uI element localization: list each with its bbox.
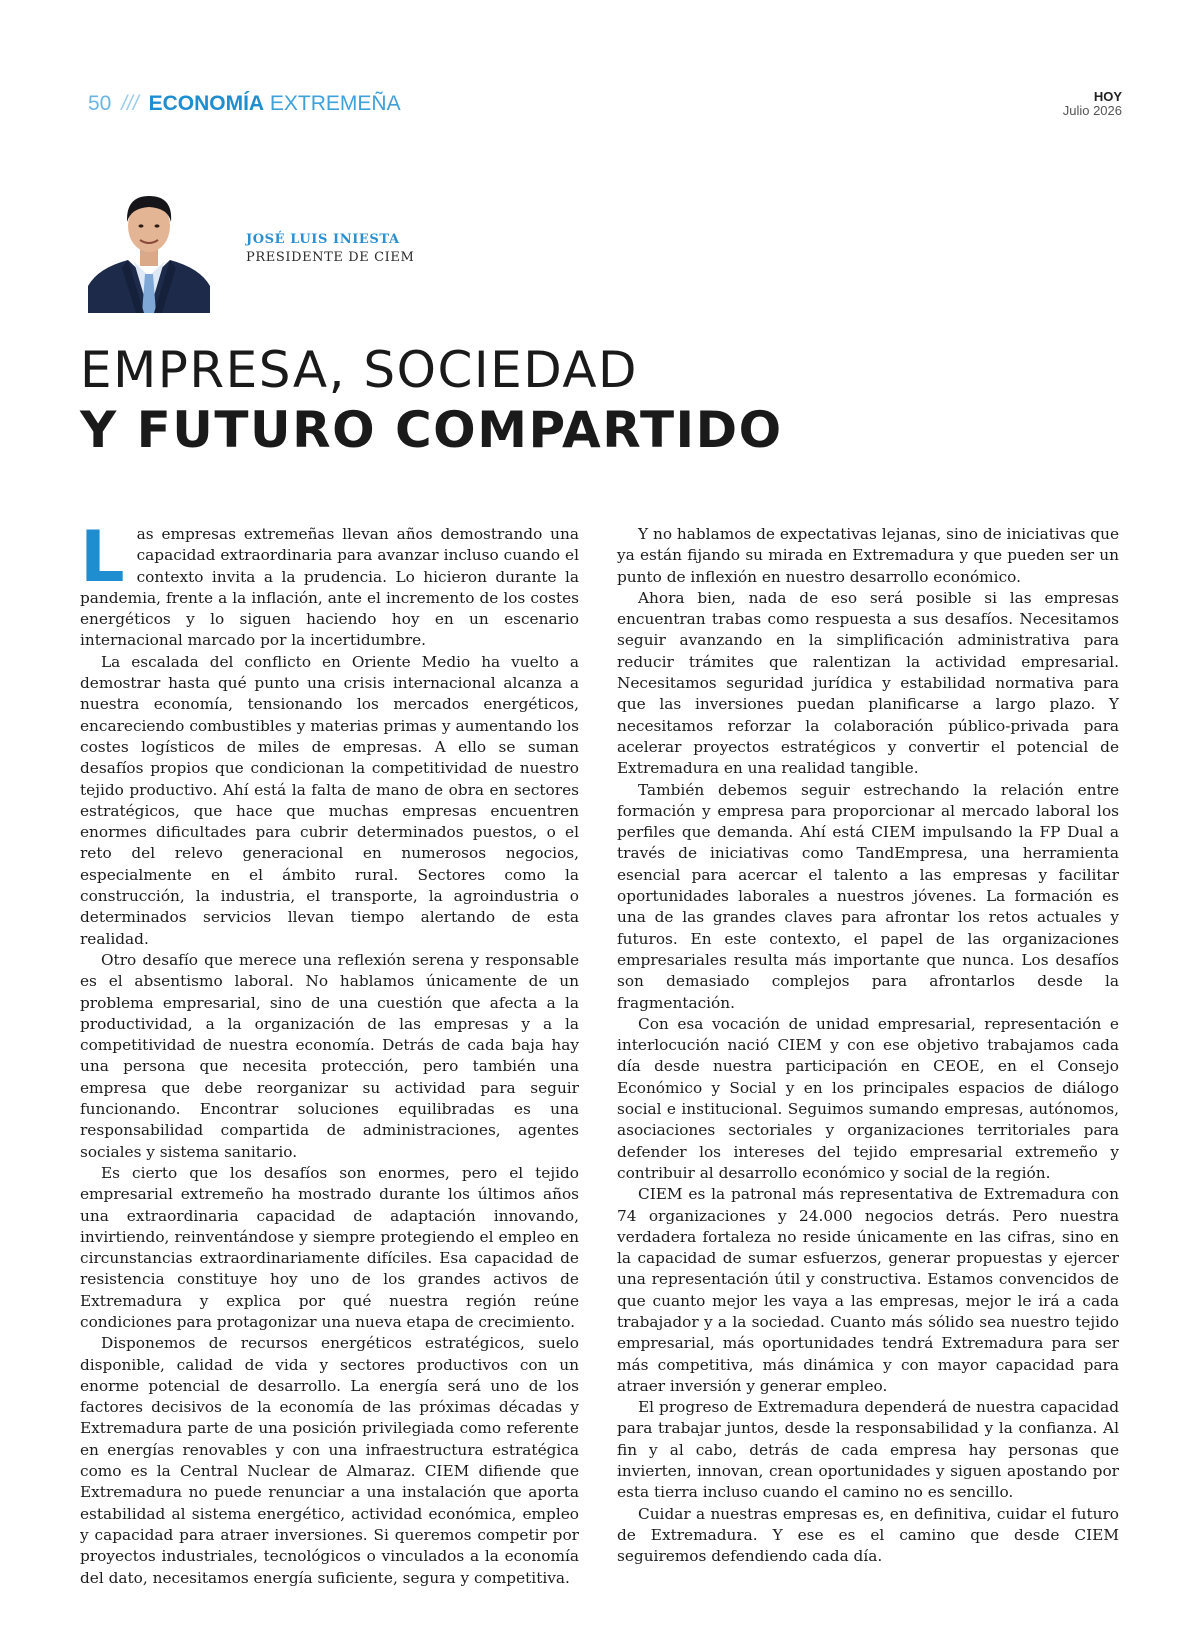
paragraph: El progreso de Extremadura dependerá de nuestra capacidad para trabajar juntos, desde la responsabilidad y la confianza. Al fin y al cabo, detrás de cada empresa hay personas que invierten, innovan, crean oportunidades y siguen apostando por esta tierra incluso cuando el camino no es sencillo. bbox=[617, 1398, 1119, 1502]
paragraph: Ahora bien, nada de eso será posible si las empresas encuentran trabas como respuesta a sus desafíos. Necesitamos seguir avanzando en la simplificación administrativa para reducir trámites que ralentizan la actividad empresarial. Necesitamos seguridad jurídica y estabilidad normativa para que las inversiones puedan planificarse a largo plazo. Y necesitamos reforzar la colaboración público-privada para acelerar proyectos estratégicos y convertir el potencial de Extremadura en una realidad tangible. bbox=[617, 588, 1119, 778]
paragraph: También debemos seguir estrechando la relación entre formación y empresa para proporcionar al mercado laboral los perfiles que demanda. Ahí está CIEM impulsando la FP Dual a través de iniciativas como TandEmpresa, una herramienta esencial para acercar el talento a las empresas y facilitar oportunidades laborales a nuestros jóvenes. La formación es una de las grandes claves para afrontar los retos actuales y futuros. En este contexto, el papel de las organizaciones empresariales resulta más importante que nunca. Los desafíos son demasiado complejos para afrontarlos desde la fragmentación. bbox=[617, 780, 1119, 1012]
paragraph: Disponemos de recursos energéticos estratégicos, suelo disponible, calidad de vida y sectores productivos con un enorme potencial de desarrollo. La energía será uno de los factores decisivos de la economía de las próximas décadas y Extremadura parte de una posición privilegiada como referente en energías renovables y con una infraestructura estratégica como es la Central Nuclear de Almaraz. CIEM difiende que Extremadura no puede renunciar a una instalación que aporta estabilidad al sistema energético, actividad económica, empleo y capacidad para atraer inversiones. Si queremos competir por proyectos industriales, tecnológicos o vinculados a la economía del dato, necesitamos energía suficiente, segura y competitiva. bbox=[80, 1334, 579, 1587]
paragraph: La escalada del conflicto en Oriente Medio ha vuelto a demostrar hasta qué punto una crisis internacional alcanza a nuestra economía, tensionando los mercados energéticos, encareciendo combustibles y materias primas y aumentando los costes logísticos de miles de empresas. A ello se suman desafíos propios que condicionan la competitividad de nuestro tejido productivo. Ahí está la falta de mano de obra en sectores estratégicos, que hace que muchas empresas encuentren enormes dificultades para cubrir determinados puestos, o el reto del relevo generacional en numerosos negocios, especialmente en el ámbito rural. Sectores como la construcción, la industria, el transporte, la agroindustria o determinados servicios llevan tiempo alertando de esta realidad. bbox=[80, 652, 579, 948]
section-name-light: EXTREMEÑA bbox=[269, 92, 401, 115]
header-separator: /// bbox=[121, 92, 139, 115]
article-column-2 bbox=[617, 524, 1119, 1568]
article-column-1 bbox=[80, 516, 579, 1589]
paragraph: Cuidar a nuestras empresas es, en definitiva, cuidar el futuro de Extremadura. Y ese es el camino que desde CIEM seguiremos defendiendo cada día. bbox=[617, 1504, 1119, 1566]
author-byline bbox=[246, 232, 414, 265]
author-name: JOSÉ LUIS INIESTA bbox=[246, 232, 400, 247]
page-number: 50 bbox=[88, 92, 112, 115]
paragraph: Y no hablamos de expectativas lejanas, sino de iniciativas que ya están fijando su mirada en Extremadura y que pueden ser un punto de inflexión en nuestro desarrollo económico. bbox=[617, 525, 1119, 586]
article-headline bbox=[80, 340, 783, 460]
publication-date: Julio 2026 bbox=[1062, 103, 1122, 118]
section-header bbox=[88, 92, 401, 116]
headline-line-1: EMPRESA, SOCIEDAD bbox=[80, 341, 639, 399]
paragraph: Con esa vocación de unidad empresarial, representación e interlocución nació CIEM y con ese objetivo trabajamos cada día desde nuestra participación en CEOE, en el Consejo Económico y Social y en los principales espacios de diálogo social e institucional. Seguimos sumando empresas, autónomos, asociaciones sectoriales y organizaciones territoriales para defender los intereses del tejido empresarial extremeño y contribuir al desarrollo económico y social de la región. bbox=[617, 1014, 1119, 1182]
author-photo bbox=[88, 188, 210, 313]
paragraph: Otro desafío que merece una reflexión serena y responsable es el absentismo laboral. No hablamos únicamente de un problema empresarial, sino de una cuestión que afecta a la productividad, a la organización de las empresas y a la competitividad de nuestra economía. Detrás de cada baja hay una persona que necesita protección, pero también una empresa que debe reorganizar su actividad para seguir funcionando. Encontrar soluciones equilibradas es una responsabilidad compartida de administraciones, agentes sociales y sistema sanitario. bbox=[80, 950, 579, 1161]
paragraph: Es cierto que los desafíos son enormes, pero el tejido empresarial extremeño ha mostrado durante los últimos años una extraordinaria capacidad de adaptación innovando, invirtiendo, reinventándose y siempre protegiendo el empleo en circunstancias extraordinariamente difíciles. Esa capacidad de resistencia constituye hoy uno de los grandes activos de Extremadura y explica por qué nuestra región reúne condiciones para protagonizar una nueva etapa de crecimiento. bbox=[80, 1163, 579, 1331]
section-name-bold: ECONOMÍA bbox=[148, 92, 265, 115]
publication-info bbox=[1063, 90, 1122, 118]
paragraph: as empresas extremeñas llevan años demostrando una capacidad extraordinaria para avanzar incluso cuando el contexto invita a la prudencia. Lo hicieron durante la pandemia, frente a la inflación, ante el incremento de los costes energéticos y lo siguen haciendo hoy en un escenario internacional marcado por la incertidumbre. bbox=[80, 525, 579, 650]
publication-name: HOY bbox=[1093, 89, 1122, 104]
drop-cap: L bbox=[80, 516, 125, 598]
author-role: PRESIDENTE DE CIEM bbox=[246, 250, 415, 265]
paragraph: CIEM es la patronal más representativa de Extremadura con 74 organizaciones y 24.000 negocios detrás. Pero nuestra verdadera fortaleza no reside únicamente en las cifras, sino en la capacidad de sumar esfuerzos, generar propuestas y ejercer una representación útil y constructiva. Estamos convencidos de que cuanto mejor les vaya a las empresas, mejor le irá a cada trabajador y a la sociedad. Cuanto más sólido sea nuestro tejido empresarial, más oportunidades tendrá Extremadura para ser más competitiva, más dinámica y con mayor capacidad para atraer inversión y generar empleo. bbox=[617, 1185, 1119, 1395]
headline-line-2: Y FUTURO COMPARTIDO bbox=[80, 401, 783, 459]
